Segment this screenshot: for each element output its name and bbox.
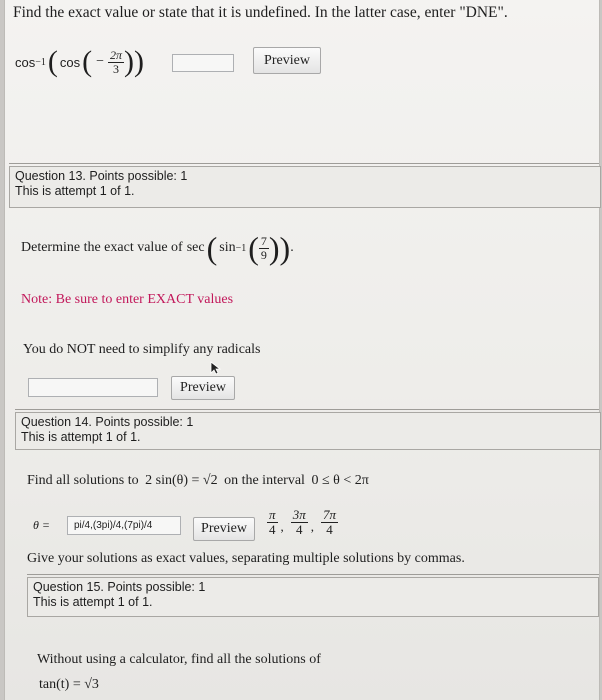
q14-prompt-b: on the interval [224, 473, 305, 488]
q15-attempt: This is attempt 1 of 1. [33, 595, 153, 609]
q14-equation: 2 sin(θ) = √2 [145, 473, 218, 488]
q13-points: Question 13. Points possible: 1 [15, 169, 188, 183]
q14-var-label: θ = [33, 518, 50, 532]
q13-open-paren-2: ( [248, 229, 259, 266]
q14-prompt-a: Find all solutions to [27, 473, 139, 488]
q13-frac-num: 7 [260, 233, 267, 248]
q14-preview-sep-1: , [280, 519, 284, 535]
q15-equation: tan(t) = √3 [39, 677, 99, 692]
q14-frac-2-den: 4 [296, 521, 303, 537]
q14-frac-1-den: 4 [269, 521, 276, 537]
q14-points: Question 14. Points possible: 1 [21, 415, 194, 429]
q12-answer-input[interactable] [172, 54, 234, 72]
divider [9, 163, 599, 164]
q15-meta-box [27, 577, 599, 617]
q13-answer-input[interactable] [28, 378, 158, 397]
q13-inner-sup: −1 [235, 242, 247, 254]
q15-points: Question 15. Points possible: 1 [33, 580, 206, 594]
q12-frac-num: 2π [110, 47, 123, 62]
mouse-cursor-icon [210, 361, 222, 375]
q12-fraction [108, 49, 124, 75]
q13-fraction [259, 235, 269, 261]
q14-preview-button[interactable] [193, 517, 255, 541]
q13-note: Note: Be sure to enter EXACT values [21, 292, 234, 307]
divider [27, 574, 599, 575]
q13-attempt: This is attempt 1 of 1. [15, 184, 135, 198]
q12-preview-label: Preview [264, 52, 310, 68]
q14-frac-3-den: 4 [326, 521, 333, 537]
q12-outer-fn: cos [15, 54, 36, 70]
q12-sign: − [96, 54, 105, 69]
q13-preview-button[interactable] [171, 376, 235, 400]
q13-outer-fn: sec [186, 240, 205, 255]
q14-interval: 0 ≤ θ < 2π [311, 473, 369, 488]
q13-meta-box [9, 166, 601, 208]
worksheet-page [4, 0, 600, 700]
q12-expression [15, 40, 144, 84]
q12-instruction: Find the exact value or state that it is undefined. In the latter case, enter "DNE". [13, 4, 508, 21]
q14-frac-1-num: π [269, 507, 276, 522]
q12-open-paren-2: ( [82, 45, 93, 78]
q13-frac-den: 9 [260, 247, 267, 262]
q14-preview-frac-1 [267, 508, 278, 536]
q13-inner-fn: sin [219, 240, 236, 255]
q12-inner-fn: cos [59, 54, 81, 70]
q13-prompt-line [21, 226, 294, 270]
q14-prompt-line [27, 473, 369, 489]
q13-preview-label: Preview [180, 380, 226, 395]
q13-open-paren: ( [206, 229, 218, 266]
q14-answer-value: pi/4,(3pi)/4,(7pi)/4 [74, 520, 153, 531]
q13-end: . [290, 240, 294, 255]
q15-prompt: Without using a calculator, find all the solutions of [37, 652, 321, 667]
q14-preview-frac-2 [291, 508, 308, 536]
q13-prompt: Determine the exact value of [21, 240, 183, 255]
q13-hint: You do NOT need to simplify any radicals [23, 342, 261, 357]
q14-answer-input[interactable] [67, 516, 181, 535]
q14-frac-3-num: 7π [323, 507, 337, 522]
q12-outer-sup: −1 [35, 56, 46, 68]
q12-preview-button[interactable] [253, 47, 321, 74]
q14-preview-label: Preview [201, 521, 247, 536]
q14-preview-sep-2: , [310, 519, 315, 535]
q14-meta-box [15, 412, 601, 450]
q14-attempt: This is attempt 1 of 1. [21, 430, 141, 444]
q12-close-parens: )) [124, 45, 145, 78]
q14-instruction: Give your solutions as exact values, separating multiple solutions by commas. [27, 551, 465, 566]
q12-frac-den: 3 [113, 61, 120, 76]
q12-open-paren: ( [47, 45, 58, 78]
q13-close-parens: )) [268, 229, 291, 266]
q14-preview-frac-3 [321, 508, 338, 536]
q14-frac-2-num: 3π [292, 507, 306, 522]
q14-preview-render [267, 508, 338, 536]
divider [15, 409, 599, 410]
